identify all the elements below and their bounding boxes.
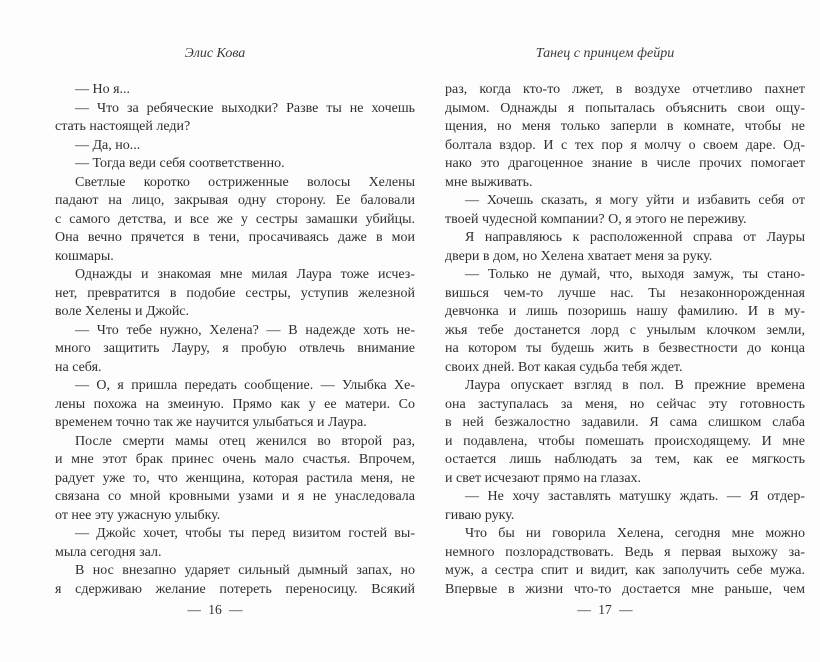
text-line: щения, но меня только заперли в комнате, чтобы не [445, 119, 805, 134]
text-line: — Но я... [75, 82, 131, 97]
text-line: нет, превратится в подобие сестры, уступив железной [55, 285, 415, 301]
text-line: Лаура опускает взгляд в пол. В прежние времена [465, 378, 805, 393]
text-line: После смерти мамы отец женился во второй раз, [75, 433, 415, 449]
text-line: от нее эту ужасную улыбку. [55, 507, 221, 523]
text-line: лены похожа на змеиную. Прямо как у ее матери. Со [55, 396, 415, 412]
text-line: Светлые коротко остриженные волосы Хелены [75, 174, 415, 190]
page-number-left: — 16 — [187, 602, 243, 617]
text-line: кошмары. [55, 248, 114, 264]
text-line: воле Хелены и Джойс. [55, 304, 190, 319]
text-line: связана со мной кровными узами и я не унаследовала [55, 489, 415, 504]
text-line: В нос внезапно ударяет сильный дымный запах, но [75, 563, 415, 578]
text-line: мыла сегодня зал. [55, 544, 162, 560]
text-line: — Да, но... [75, 137, 141, 153]
text-line: — О, я пришла передать сообщение. — Улыбка Хе- [75, 378, 415, 393]
text-line: нако это драгоценное знание в числе прочих помогает [445, 156, 805, 171]
text-line: много защитить Лауру, я пробую отвлечь внимание [55, 341, 415, 356]
text-line: своих дней. Вот какая судьба тебя ждет. [445, 359, 683, 375]
text-line: радует уже то, что женщина, которая растила меня, не [55, 470, 415, 486]
text-line: — Что за ребяческие выходки? Разве ты не хочешь [75, 100, 415, 116]
running-head-author: Элис Кова [184, 46, 246, 61]
text-line: дымом. Однажды я попыталась объяснить свои ощу- [445, 100, 805, 116]
text-line: и свет исчезают прямо на глазах. [445, 470, 642, 486]
text-line: на котором ты будешь жить в безвестности до конца [445, 341, 805, 356]
text-line: — Тогда веди себя соответственно. [75, 156, 285, 171]
text-line: — Джойс хочет, чтобы ты перед визитом гостей вы- [75, 526, 415, 541]
page-text-right [445, 81, 805, 599]
text-line: падают на лицо, закрывая одну сторону. Ее баловали [55, 193, 415, 208]
running-head-title: Танец с принцем фейри [535, 46, 675, 61]
text-line: и мне этот брак принес очень мало счастья. Впрочем, [55, 452, 415, 467]
text-line: мне выживать. [445, 174, 533, 190]
text-line: раз, когда кто-то лжет, в воздухе отчетливо пахнет [445, 82, 805, 97]
text-line: она заступалась за меня, но сейчас эту готовность [445, 396, 805, 412]
page-text-left [55, 81, 415, 599]
text-line: и подавлена, чтобы помешать происходящему. И мне [445, 433, 805, 449]
text-line: двери в дом, но Хелена хватает меня за руку. [445, 248, 713, 264]
page-left [55, 0, 415, 618]
text-line: остается лишь наблюдать за тем, как ее мягкость [445, 452, 805, 467]
text-line: — Что тебе нужно, Хелена? — В надежде хоть не- [75, 322, 415, 338]
text-line: вишься чем-то лучше нас. Ты незаконнорожденная [445, 285, 805, 301]
page-number-right: — 17 — [577, 602, 633, 617]
text-line: — Не хочу заставлять матушку ждать. — Я отдер- [465, 489, 805, 504]
text-line: Она вечно прячется в тени, просачиваясь даже в мои [55, 230, 415, 245]
text-line: Впервые в жизни что-то достается мне раньше, чем [445, 581, 805, 597]
text-line: — Хочешь сказать, я могу уйти и избавить себя от [465, 193, 805, 208]
text-line: Однажды и знакомая мне милая Лаура тоже исчез- [75, 267, 415, 282]
text-line: Что бы ни говорила Хелена, сегодня мне можно [465, 526, 805, 541]
text-line: в ней безжалостно задавили. Я сама слишком слаба [445, 415, 805, 430]
text-line: немного позлорадствовать. Ведь я первая выхожу за- [445, 544, 805, 560]
text-line: — Только не думай, что, выходя замуж, ты стано- [465, 267, 805, 282]
text-line: болтала вздор. И с тех пор я молчу о своем даре. Од- [445, 137, 805, 153]
text-line: муж, а сестра спит и видит, как заполучить себе мужа. [445, 563, 805, 578]
text-line: с самого детства, и все же у сестры замашки убийцы. [55, 211, 415, 227]
text-line: стать настоящей леди? [55, 119, 191, 134]
text-line: девчонка и лишь позоришь нашу фамилию. И в му- [445, 304, 805, 319]
text-line: временем точно так же научится улыбаться и Лаура. [55, 415, 367, 430]
page-right [445, 0, 805, 618]
text-line: гиваю руку. [445, 507, 515, 523]
text-line: твоей чудесной компании? О, я этого не переживу. [445, 211, 747, 227]
text-line: на себя. [55, 359, 102, 375]
text-line: жья тебе достанется лорд с унылым клочком земли, [445, 322, 805, 338]
text-line: Я направляюсь к расположенной справа от Лауры [465, 230, 805, 245]
text-line: я сдерживаю желание потереть переносицу. Всякий [55, 581, 415, 597]
